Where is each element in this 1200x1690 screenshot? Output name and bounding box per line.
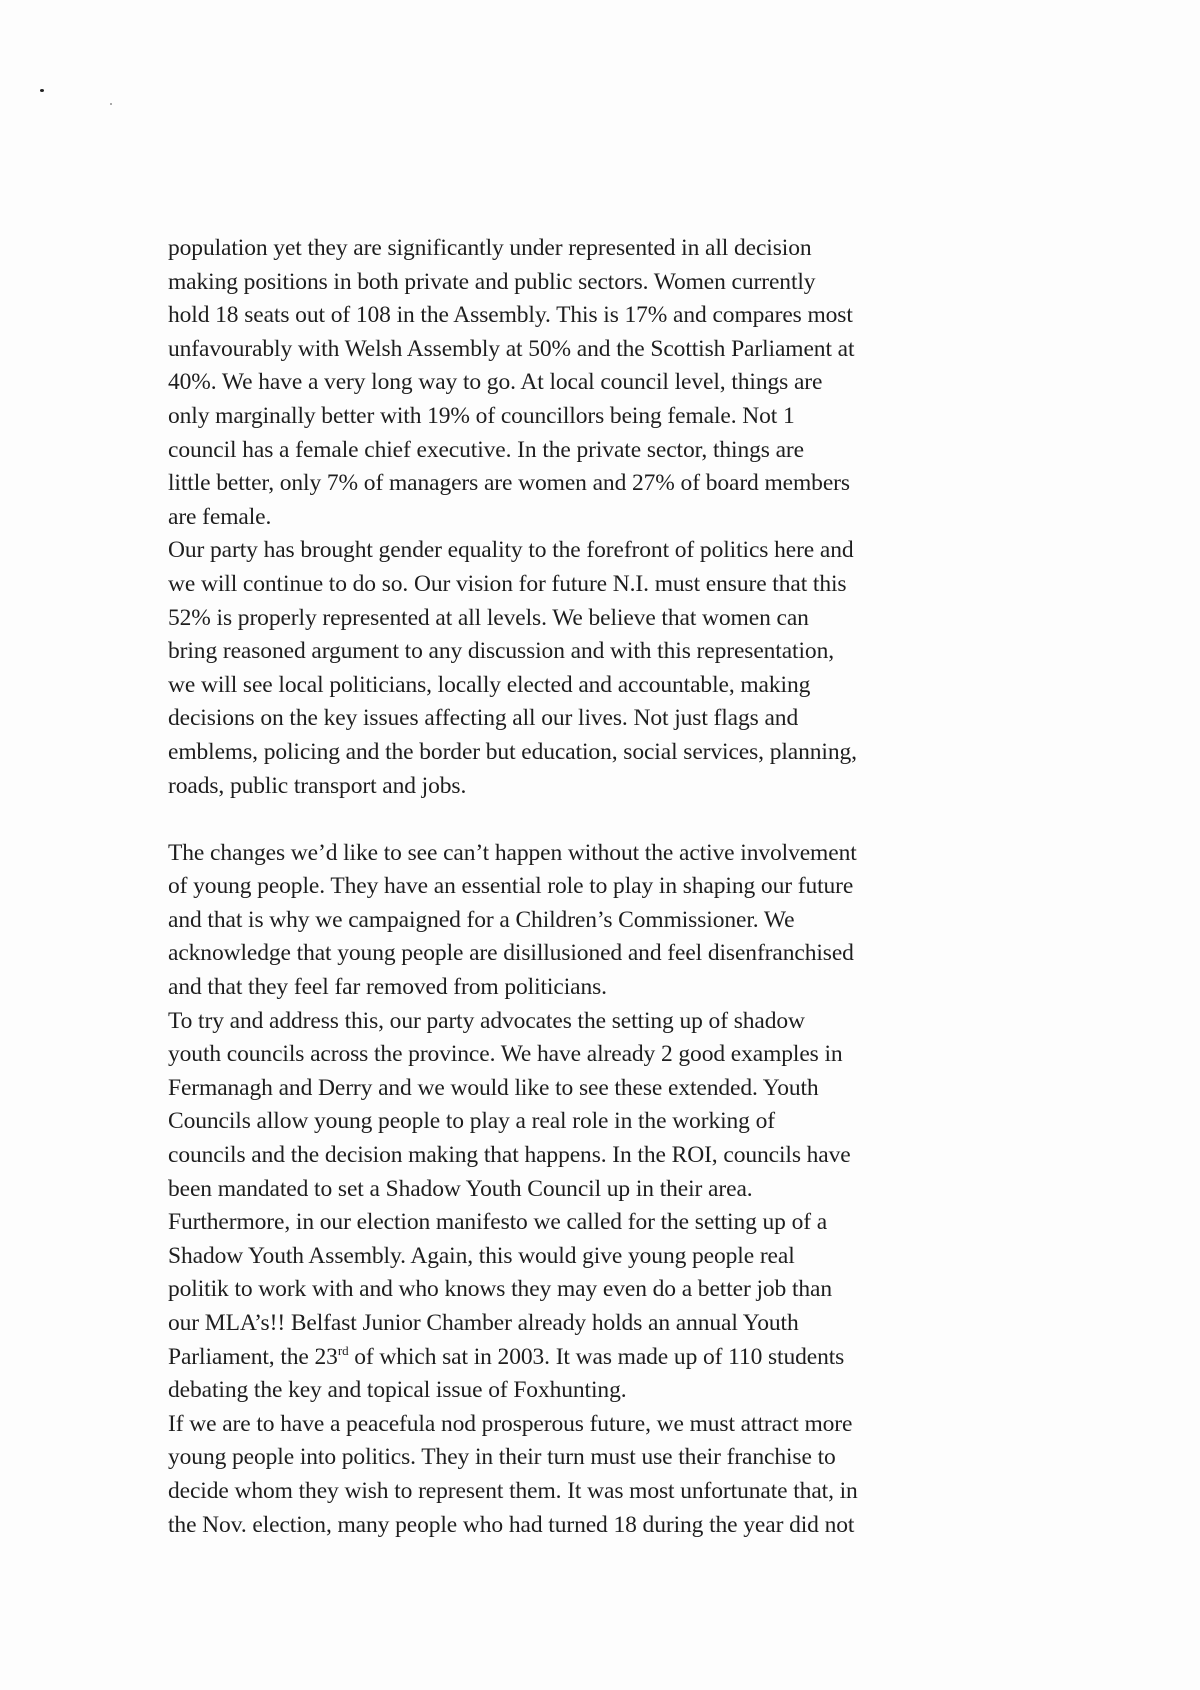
text-line: little better, only 7% of managers are women and 27% of board members — [168, 470, 850, 497]
text-line-tail: of which sat in 2003. It was made up of 110 students — [348, 1343, 845, 1370]
text-line: decide whom they wish to represent them. It was most unfortunate that, in — [168, 1477, 858, 1504]
text-line: of young people. They have an essential role to play in shaping our future — [168, 873, 854, 900]
text-line: and that they feel far removed from politicians. — [168, 974, 607, 1001]
text-line: our MLA’s!! Belfast Junior Chamber already holds an annual Youth — [168, 1310, 799, 1336]
text-line: only marginally better with 19% of councillors being female. Not 1 — [168, 402, 795, 429]
body-text — [168, 232, 1048, 1542]
text-line-with-superscript — [168, 1341, 1048, 1375]
text-line: making positions in both private and public sectors. Women currently — [168, 268, 816, 295]
text-line: 52% is properly represented at all levels. We believe that women can — [168, 604, 809, 631]
text-line: To try and address this, our party advocates the setting up of shadow — [168, 1007, 805, 1034]
text-line: council has a female chief executive. In the private sector, things are — [168, 436, 804, 463]
text-line: emblems, policing and the border but education, social services, planning, — [168, 738, 857, 765]
scan-speck — [40, 89, 44, 92]
text-line: councils and the decision making that happens. In the ROI, councils have — [168, 1142, 851, 1169]
text-line: we will see local politicians, locally elected and accountable, making — [168, 671, 811, 698]
text-line: are female. — [168, 503, 272, 530]
scan-speck — [110, 103, 112, 105]
text-line: hold 18 seats out of 108 in the Assembly. This is 17% and compares most — [168, 302, 853, 329]
text-line: the Nov. election, many people who had turned 18 during the year did not — [168, 1511, 855, 1538]
text-line: politik to work with and who knows they may even do a better job than — [168, 1276, 833, 1303]
text-line: decisions on the key issues affecting all our lives. Not just flags and — [168, 705, 799, 732]
text-line: and that is why we campaigned for a Children’s Commissioner. We — [168, 906, 795, 933]
text-line: acknowledge that young people are disillusioned and feel disenfranchised — [168, 940, 854, 967]
text-line: unfavourably with Welsh Assembly at 50% and the Scottish Parliament at — [168, 335, 855, 362]
text-line: Fermanagh and Derry and we would like to see these extended. Youth — [168, 1074, 819, 1101]
text-line: we will continue to do so. Our vision for future N.I. must ensure that this — [168, 570, 847, 597]
text-line: Our party has brought gender equality to the forefront of politics here and — [168, 537, 854, 564]
text-line: The changes we’d like to see can’t happen without the active involvement — [168, 839, 857, 866]
text-line: bring reasoned argument to any discussion and with this representation, — [168, 638, 834, 665]
ordinal-superscript: rd — [337, 1342, 349, 1358]
text-line: been mandated to set a Shadow Youth Council up in their area. — [168, 1175, 753, 1202]
text-line: debating the key and topical issue of Foxhunting. — [168, 1377, 627, 1404]
text-line: youth councils across the province. We have already 2 good examples in — [168, 1041, 843, 1068]
text-line: If we are to have a peacefula nod prosperous future, we must attract more — [168, 1410, 853, 1437]
text-line: Furthermore, in our election manifesto we called for the setting up of a — [168, 1209, 828, 1236]
text-line: Councils allow young people to play a real role in the working of — [168, 1108, 775, 1135]
text-line: roads, public transport and jobs. — [168, 772, 467, 799]
text-line: young people into politics. They in their turn must use their franchise to — [168, 1444, 836, 1471]
text-line: population yet they are significantly under represented in all decision — [168, 235, 812, 261]
text-line: Shadow Youth Assembly. Again, this would give young people real — [168, 1242, 795, 1269]
text-line-head: Parliament, the 23 — [168, 1343, 338, 1370]
text-line: 40%. We have a very long way to go. At local council level, things are — [168, 369, 823, 396]
blank-line — [168, 803, 1048, 837]
